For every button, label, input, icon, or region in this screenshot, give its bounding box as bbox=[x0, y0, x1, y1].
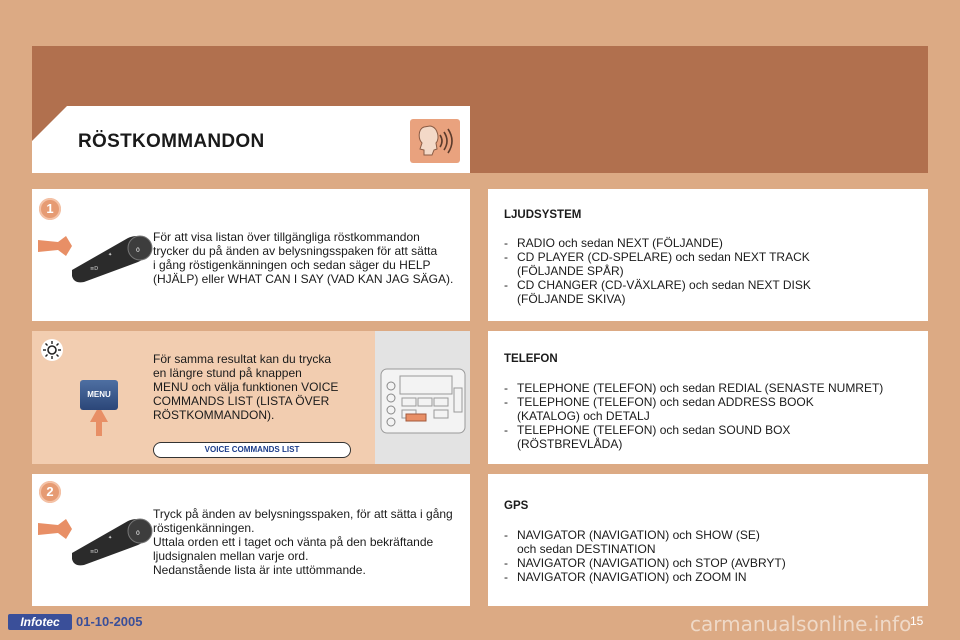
footer-date: 01-10-2005 bbox=[76, 614, 143, 629]
svg-text:≡D: ≡D bbox=[90, 266, 99, 272]
svg-text:✦: ✦ bbox=[108, 252, 113, 258]
voice-command-icon bbox=[410, 119, 460, 163]
step2-text: Tryck på änden av belysningsspaken, för att sätta i gång röstigenkänningen. Uttala orden ett i taget och vänta på den bekräftande ljudsignalen mellan varje ord. Nedanstående lista är inte uttömmande. bbox=[153, 507, 453, 577]
lighting-stalk-icon bbox=[38, 509, 158, 569]
step2-badge: 2 bbox=[39, 481, 61, 503]
svg-text:0: 0 bbox=[136, 530, 140, 537]
list-item: - CD PLAYER (CD-SPELARE) och sedan NEXT TRACK (FÖLJANDE SPÅR) bbox=[504, 250, 924, 278]
telefon-heading: TELEFON bbox=[504, 353, 558, 365]
page-number: 15 bbox=[910, 614, 924, 628]
voice-commands-list-button[interactable]: VOICE COMMANDS LIST bbox=[153, 442, 351, 458]
list-item: - CD CHANGER (CD-VÄXLARE) och sedan NEXT DISK (FÖLJANDE SKIVA) bbox=[504, 278, 924, 306]
menu-text: För samma resultat kan du trycka en längre stund på knappen MENU och välja funktionen VOICE COMMANDS LIST (LISTA ÖVER RÖSTKOMMANDON). bbox=[153, 352, 339, 422]
ljudsystem-heading: LJUDSYSTEM bbox=[504, 209, 582, 221]
list-item: - NAVIGATOR (NAVIGATION) och SHOW (SE) och sedan DESTINATION bbox=[504, 528, 924, 556]
list-item: - TELEPHONE (TELEFON) och sedan SOUND BOX (RÖSTBREVLÅDA) bbox=[504, 423, 924, 451]
press-arrow-icon bbox=[86, 406, 112, 436]
gps-list bbox=[504, 528, 924, 584]
list-item: - TELEPHONE (TELEFON) och sedan REDIAL (SENASTE NUMRET) bbox=[504, 381, 924, 395]
list-item: - NAVIGATOR (NAVIGATION) och STOP (AVBRYT) bbox=[504, 556, 924, 570]
lighting-stalk-icon bbox=[38, 226, 158, 286]
svg-text:0: 0 bbox=[136, 247, 140, 254]
light-icon bbox=[40, 338, 64, 362]
list-item: - NAVIGATOR (NAVIGATION) och ZOOM IN bbox=[504, 570, 924, 584]
step1-badge: 1 bbox=[39, 198, 61, 220]
telefon-list bbox=[504, 381, 924, 451]
infotec-logo: Infotec bbox=[8, 614, 72, 630]
step1-text: För att visa listan över tillgängliga röstkommandon trycker du på änden av belysningsspaken för att sätta i gång röstigenkänningen och sedan säger du HELP (HJÄLP) eller WHAT CAN I SAY (VAD KAN JAG SÄGA). bbox=[153, 230, 454, 286]
page-title: RÖSTKOMMANDON bbox=[78, 131, 265, 152]
list-item: - TELEPHONE (TELEFON) och sedan ADDRESS BOOK (KATALOG) och DETALJ bbox=[504, 395, 924, 423]
radio-unit-icon bbox=[380, 368, 466, 434]
svg-text:✦: ✦ bbox=[108, 535, 113, 541]
svg-text:≡D: ≡D bbox=[90, 549, 99, 555]
ljudsystem-list bbox=[504, 236, 924, 306]
gps-heading: GPS bbox=[504, 500, 529, 512]
list-item: - RADIO och sedan NEXT (FÖLJANDE) bbox=[504, 236, 924, 250]
menu-button[interactable]: MENU bbox=[80, 380, 118, 410]
watermark: carmanualsonline.info bbox=[690, 612, 912, 636]
